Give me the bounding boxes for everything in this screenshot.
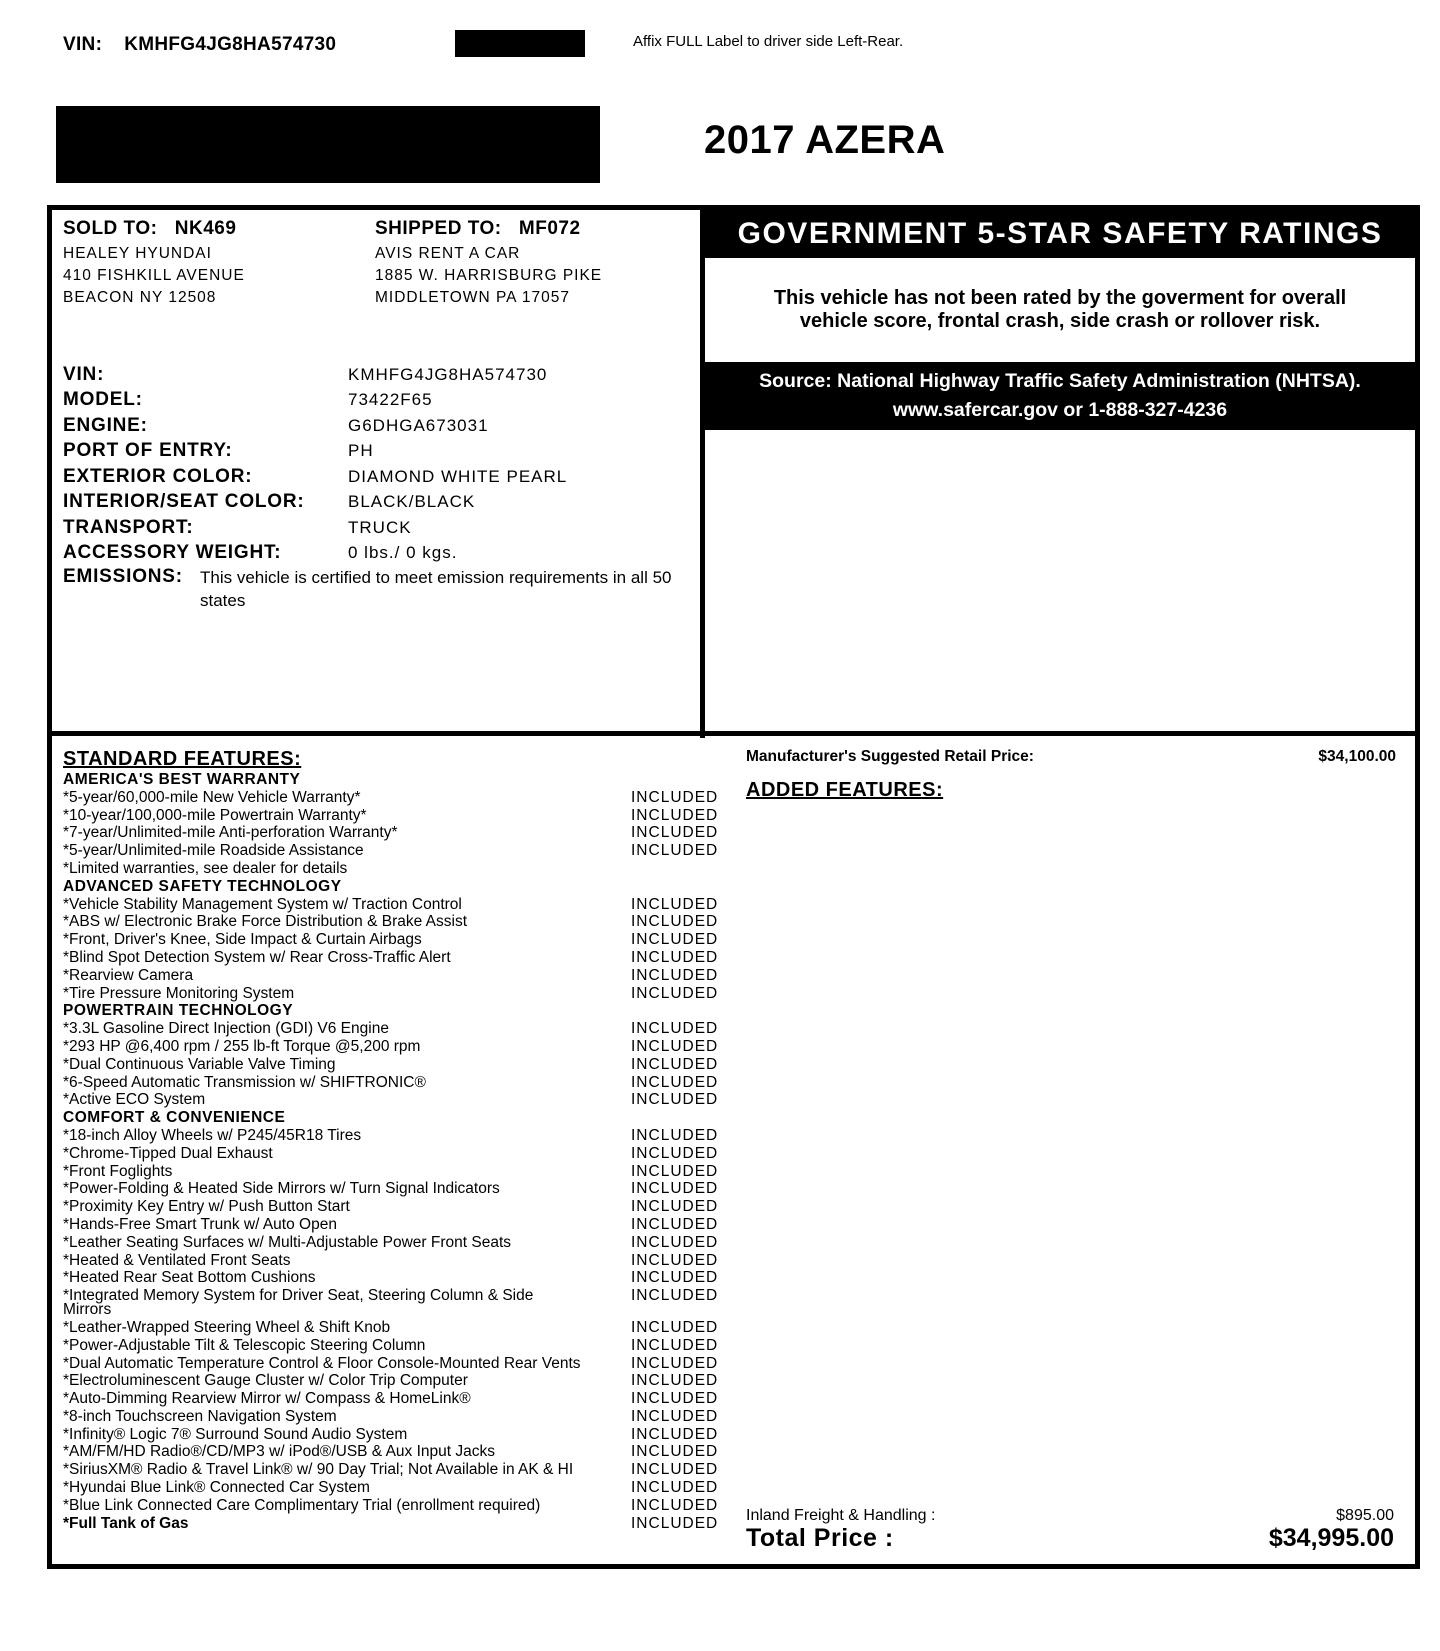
feature-value: INCLUDED — [631, 1126, 719, 1144]
feature-row — [63, 1372, 723, 1390]
horizontal-divider — [47, 731, 1420, 736]
feature-row — [63, 1145, 723, 1163]
feature-row — [63, 896, 723, 914]
feature-value: INCLUDED — [631, 1269, 719, 1287]
spec-label: TRANSPORT: — [63, 516, 194, 538]
redaction-block-large — [56, 106, 600, 183]
safety-notice: This vehicle has not been rated by the goverment for overall vehicle score, frontal crash, side crash or rollover risk. — [773, 287, 1347, 332]
spec-value: BLACK/BLACK — [348, 492, 476, 512]
feature-value: INCLUDED — [631, 1496, 719, 1514]
feature-value: INCLUDED — [631, 1390, 719, 1408]
spec-row — [63, 439, 567, 465]
feature-row — [63, 913, 723, 931]
msrp-value: $34,100.00 — [1318, 748, 1396, 765]
feature-text: *Dual Automatic Temperature Control & Floor Console-Mounted Rear Vents — [63, 1354, 581, 1372]
spec-row — [63, 515, 567, 541]
feature-value: INCLUDED — [631, 913, 719, 931]
shipped-to-label: SHIPPED TO: — [375, 218, 502, 239]
standard-features-title: STANDARD FEATURES: — [63, 748, 302, 770]
feature-value: INCLUDED — [631, 1251, 719, 1269]
feature-value: INCLUDED — [631, 931, 719, 949]
feature-row — [63, 949, 723, 967]
safety-source: Source: National Highway Traffic Safety Administration (NHTSA). — [759, 370, 1361, 392]
feature-text: *5-year/Unlimited-mile Roadside Assistance — [63, 842, 364, 860]
spec-value: G6DHGA673031 — [348, 415, 489, 435]
feature-row — [63, 1515, 723, 1533]
feature-text: *Infinity® Logic 7® Surround Sound Audio System — [63, 1425, 408, 1443]
spec-label: VIN: — [63, 363, 105, 385]
feature-value: INCLUDED — [631, 1443, 719, 1461]
shipped-to-line: AVIS RENT A CAR — [375, 245, 521, 262]
feature-row — [63, 860, 723, 878]
spec-row — [63, 388, 567, 414]
feature-text: *Proximity Key Entry w/ Push Button Start — [63, 1198, 350, 1216]
top-vin-value: KMHFG4JG8HA574730 — [124, 34, 337, 55]
emissions-label: EMISSIONS: — [63, 566, 183, 587]
feature-text: *Blue Link Connected Care Complimentary Trial (enrollment required) — [63, 1496, 541, 1514]
spec-row — [63, 362, 567, 388]
feature-value: INCLUDED — [631, 1336, 719, 1354]
safety-contact: www.safercar.gov or 1-888-327-4236 — [892, 399, 1228, 421]
shipped-to-line: 1885 W. HARRISBURG PIKE — [375, 267, 603, 284]
feature-value: INCLUDED — [631, 1091, 719, 1109]
feature-value: INCLUDED — [631, 824, 719, 842]
feature-text: *8-inch Touchscreen Navigation System — [63, 1407, 337, 1425]
feature-text: *Hyundai Blue Link® Connected Car System — [63, 1479, 370, 1497]
feature-text: *18-inch Alloy Wheels w/ P245/45R18 Tires — [63, 1126, 362, 1144]
feature-row — [63, 1426, 723, 1444]
top-vin — [63, 34, 336, 56]
feature-value: INCLUDED — [631, 1461, 719, 1479]
feature-value: INCLUDED — [631, 895, 719, 913]
feature-text: *Tire Pressure Monitoring System — [63, 984, 295, 1002]
spec-row — [63, 541, 567, 567]
feature-value: INCLUDED — [631, 1215, 719, 1233]
feature-row — [63, 1408, 723, 1426]
shipped-to-line: MIDDLETOWN PA 17057 — [375, 289, 571, 306]
feature-value: INCLUDED — [631, 806, 719, 824]
feature-text: *Power-Folding & Heated Side Mirrors w/ Turn Signal Indicators — [63, 1180, 500, 1198]
feature-value: INCLUDED — [631, 1055, 719, 1073]
feature-text: *Leather-Wrapped Steering Wheel & Shift Knob — [63, 1318, 391, 1336]
top-vin-label: VIN: — [63, 34, 103, 55]
spec-label: ENGINE: — [63, 414, 148, 436]
feature-value: INCLUDED — [631, 842, 719, 860]
feature-value: INCLUDED — [631, 1020, 719, 1038]
feature-category-label: AMERICA'S BEST WARRANTY — [63, 771, 301, 788]
feature-row — [63, 1198, 723, 1216]
feature-text: *Auto-Dimming Rearview Mirror w/ Compass & HomeLink® — [63, 1390, 471, 1408]
feature-row — [63, 1355, 723, 1373]
feature-text: *3.3L Gasoline Direct Injection (GDI) V6 Engine — [63, 1020, 389, 1038]
feature-row — [63, 789, 723, 807]
affix-note: Affix FULL Label to driver side Left-Rear. — [633, 33, 904, 50]
spec-label: EXTERIOR COLOR: — [63, 465, 253, 487]
msrp-label: Manufacturer's Suggested Retail Price: — [746, 748, 1034, 765]
feature-row — [63, 1038, 723, 1056]
feature-text: *Dual Continuous Variable Valve Timing — [63, 1055, 336, 1073]
feature-category — [63, 1002, 723, 1020]
feature-value: INCLUDED — [631, 948, 719, 966]
total-price-label: Total Price : — [746, 1524, 894, 1552]
feature-value: INCLUDED — [631, 1514, 719, 1532]
spec-value: TRUCK — [348, 517, 412, 537]
feature-text: *293 HP @6,400 rpm / 255 lb-ft Torque @5,200 rpm — [63, 1037, 421, 1055]
feature-value: INCLUDED — [631, 966, 719, 984]
spec-row — [63, 490, 567, 516]
sold-to-label: SOLD TO: — [63, 218, 158, 239]
shipped-to-block — [375, 218, 602, 309]
feature-row — [63, 1234, 723, 1252]
feature-row — [63, 1074, 723, 1092]
added-features-title: ADDED FEATURES: — [746, 779, 944, 801]
feature-value: INCLUDED — [631, 1180, 719, 1198]
feature-text: *10-year/100,000-mile Powertrain Warranty* — [63, 806, 367, 824]
spec-label: ACCESSORY WEIGHT: — [63, 542, 282, 564]
feature-text: *Front, Driver's Knee, Side Impact & Curtain Airbags — [63, 931, 422, 949]
spec-label: PORT OF ENTRY: — [63, 440, 233, 462]
feature-row — [63, 1497, 723, 1515]
feature-row — [63, 931, 723, 949]
feature-text: *Full Tank of Gas — [63, 1514, 189, 1532]
feature-row — [63, 1269, 723, 1287]
spec-value: 73422F65 — [348, 390, 433, 410]
feature-row — [63, 1020, 723, 1038]
feature-row — [63, 985, 723, 1003]
feature-row — [63, 842, 723, 860]
feature-row — [63, 807, 723, 825]
feature-text: *Heated & Ventilated Front Seats — [63, 1251, 291, 1269]
feature-value: INCLUDED — [631, 1407, 719, 1425]
feature-row — [63, 1337, 723, 1355]
feature-text: *Front Foglights — [63, 1162, 173, 1180]
feature-text: *Leather Seating Surfaces w/ Multi-Adjustable Power Front Seats — [63, 1233, 512, 1251]
sold-to-line: HEALEY HYUNDAI — [63, 245, 212, 262]
feature-category — [63, 771, 723, 789]
feature-text: *AM/FM/HD Radio®/CD/MP3 w/ iPod®/USB & Aux Input Jacks — [63, 1443, 496, 1461]
feature-row — [63, 1479, 723, 1497]
feature-text: *ABS w/ Electronic Brake Force Distribution & Brake Assist — [63, 913, 468, 931]
spec-value: KMHFG4JG8HA574730 — [348, 364, 548, 384]
safety-ratings-panel — [705, 210, 1415, 731]
sold-to-code: NK469 — [174, 218, 237, 239]
feature-text: *5-year/60,000-mile New Vehicle Warranty* — [63, 788, 361, 806]
feature-text: *Rearview Camera — [63, 966, 194, 984]
feature-category-label: COMFORT & CONVENIENCE — [63, 1109, 286, 1127]
feature-text: *7-year/Unlimited-mile Anti-perforation Warranty* — [63, 824, 398, 842]
feature-row — [63, 1461, 723, 1479]
redaction-block — [455, 30, 585, 57]
vehicle-specs — [63, 362, 567, 566]
feature-row — [63, 1091, 723, 1109]
feature-value: INCLUDED — [631, 1162, 719, 1180]
shipped-to-code: MF072 — [518, 218, 581, 239]
total-price-value: $34,995.00 — [1268, 1524, 1394, 1552]
feature-text: *SiriusXM® Radio & Travel Link® w/ 90 Day Trial; Not Available in AK & HI — [63, 1461, 574, 1479]
feature-category — [63, 878, 723, 896]
standard-features-list — [63, 771, 723, 1532]
emissions-value: This vehicle is certified to meet emission requirements in all 50 states — [200, 568, 672, 610]
feature-text: *Electroluminescent Gauge Cluster w/ Color Trip Computer — [63, 1372, 468, 1390]
spec-label: MODEL: — [63, 389, 143, 411]
spec-row — [63, 413, 567, 439]
feature-text: *Integrated Memory System for Driver Seat, Steering Column & Side Mirrors — [63, 1287, 534, 1319]
feature-category-label: ADVANCED SAFETY TECHNOLOGY — [63, 877, 342, 895]
spec-value: PH — [348, 441, 374, 461]
feature-text: *Hands-Free Smart Trunk w/ Auto Open — [63, 1215, 337, 1233]
feature-text: *Limited warranties, see dealer for details — [63, 859, 348, 877]
feature-value: INCLUDED — [631, 1425, 719, 1443]
spec-value: DIAMOND WHITE PEARL — [348, 466, 568, 486]
feature-value: INCLUDED — [631, 1287, 719, 1305]
safety-title: GOVERNMENT 5-STAR SAFETY RATINGS — [705, 210, 1415, 258]
feature-text: *Chrome-Tipped Dual Exhaust — [63, 1144, 273, 1162]
feature-value: INCLUDED — [631, 1073, 719, 1091]
feature-row — [63, 1252, 723, 1270]
feature-text: *Heated Rear Seat Bottom Cushions — [63, 1269, 316, 1287]
feature-row — [63, 1216, 723, 1234]
feature-value: INCLUDED — [631, 1318, 719, 1336]
spec-label: INTERIOR/SEAT COLOR: — [63, 491, 305, 513]
spec-row — [63, 464, 567, 490]
feature-row — [63, 1056, 723, 1074]
feature-value: INCLUDED — [631, 984, 719, 1002]
feature-row — [63, 1319, 723, 1337]
feature-category-label: POWERTRAIN TECHNOLOGY — [63, 1002, 294, 1020]
freight-value: $895.00 — [1336, 1507, 1394, 1524]
feature-text: *Blind Spot Detection System w/ Rear Cross-Traffic Alert — [63, 948, 451, 966]
feature-value: INCLUDED — [631, 1198, 719, 1216]
feature-text: *6-Speed Automatic Transmission w/ SHIFTRONIC® — [63, 1073, 426, 1091]
sold-to-block — [63, 218, 245, 309]
feature-row — [63, 1443, 723, 1461]
sold-to-line: 410 FISHKILL AVENUE — [63, 267, 245, 284]
feature-value: INCLUDED — [631, 1144, 719, 1162]
freight-label: Inland Freight & Handling : — [746, 1507, 936, 1524]
feature-value: INCLUDED — [631, 1479, 719, 1497]
feature-row — [63, 1180, 723, 1198]
vehicle-title: 2017 AZERA — [704, 118, 946, 162]
feature-row — [63, 967, 723, 985]
feature-value: INCLUDED — [631, 1354, 719, 1372]
feature-category — [63, 1109, 723, 1127]
feature-value: INCLUDED — [631, 1037, 719, 1055]
feature-row — [63, 1287, 723, 1319]
emissions-row — [63, 566, 703, 612]
feature-value: INCLUDED — [631, 788, 719, 806]
feature-row — [63, 1163, 723, 1181]
spec-value: 0 lbs./ 0 kgs. — [348, 543, 458, 563]
feature-value: INCLUDED — [631, 1372, 719, 1390]
feature-text: *Vehicle Stability Management System w/ Traction Control — [63, 895, 462, 913]
feature-row — [63, 1390, 723, 1408]
feature-value: INCLUDED — [631, 1233, 719, 1251]
feature-row — [63, 824, 723, 842]
feature-text: *Active ECO System — [63, 1091, 206, 1109]
sold-to-line: BEACON NY 12508 — [63, 289, 217, 306]
feature-text: *Power-Adjustable Tilt & Telescopic Steering Column — [63, 1336, 426, 1354]
feature-row — [63, 1127, 723, 1145]
